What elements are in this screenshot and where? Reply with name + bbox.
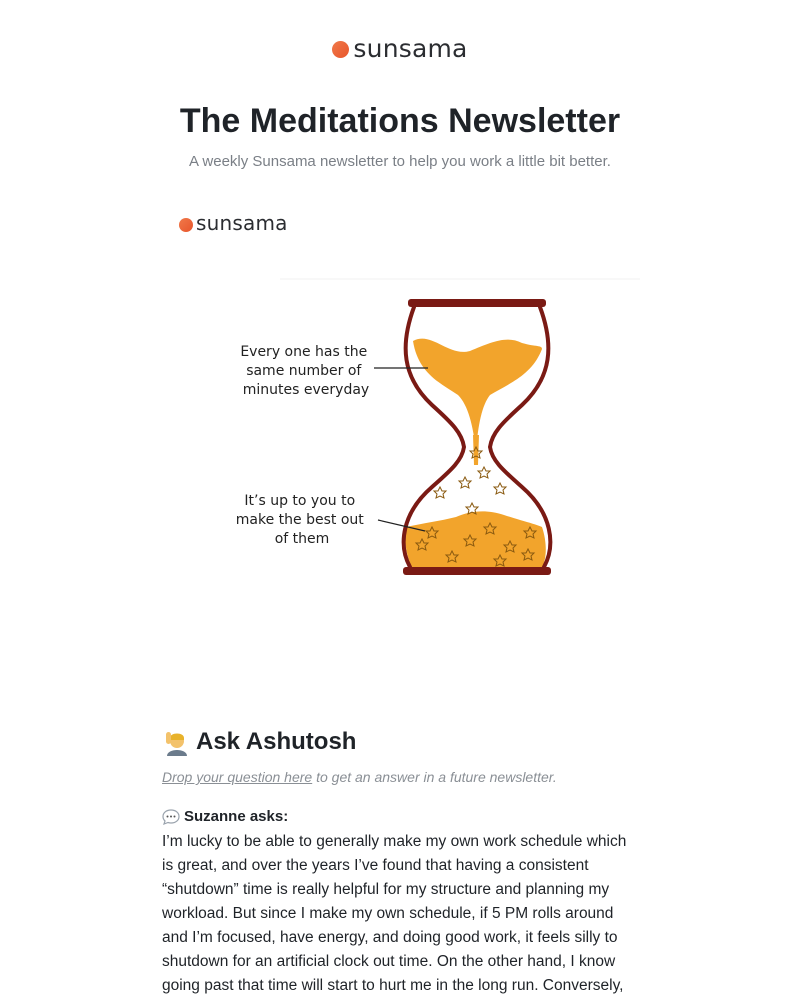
ask-heading-text: Ask Ashutosh xyxy=(196,728,357,755)
sunsama-logo-icon xyxy=(179,218,193,232)
asker-line xyxy=(162,808,288,825)
asker-name: Suzanne asks: xyxy=(184,808,289,825)
top-sand xyxy=(413,339,542,451)
drop-question-link[interactable]: Drop your question here xyxy=(162,769,313,785)
hourglass-top-cap xyxy=(408,299,546,307)
newsletter-subtitle: A weekly Sunsama newsletter to help you work a little bit better. xyxy=(189,153,611,170)
brand-name: sunsama xyxy=(353,34,468,63)
callout-bottom-text: It’s up to you to make the best out of them xyxy=(235,493,364,547)
hourglass-bottom-cap xyxy=(403,567,551,575)
hourglass-illustration xyxy=(170,265,640,585)
sunsama-logo-icon xyxy=(332,41,349,58)
drop-question-line xyxy=(162,769,557,785)
ask-section-heading xyxy=(162,728,356,756)
newsletter-title: The Meditations Newsletter xyxy=(179,102,621,140)
header-logo[interactable] xyxy=(0,34,800,63)
illustration-brand-name: sunsama xyxy=(196,211,288,235)
speech-bubble-icon xyxy=(162,809,180,825)
callout-top-text: Every one has the same number of minutes everyday xyxy=(240,344,370,398)
drop-question-rest: to get an answer in a future newsletter. xyxy=(312,769,557,785)
person-raising-hand-icon xyxy=(162,728,190,756)
illustration-logo xyxy=(179,211,288,235)
question-text: I’m lucky to be able to generally make my own work schedule which is great, and over the years I’ve found that having a consistent “shutdown” time is really helpful for my structure and planning my workload. But since I make my own schedule, if 5 PM rolls around and I’m focused, have energy, and doing good work, it feels silly to shutdown for an artificial clock out time. On the other hand, I know going past that time will start to hurt me in the long run. Conversely, xyxy=(162,833,627,994)
